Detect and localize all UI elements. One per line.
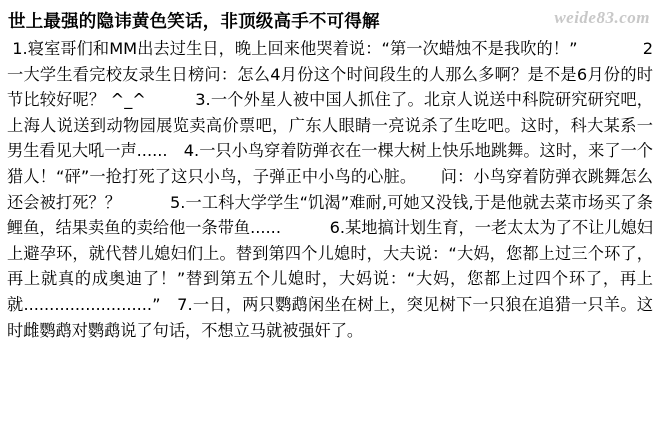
page-title: 世上最强的隐讳黄色笑话，非顶级高手不可得解 [8,12,380,32]
site-watermark: weide83.com [554,8,650,27]
article-body: 1.寝室哥们和MM出去过生日，晚上回来他哭着说：“第一次蜡烛不是我吹的！” 2 一大学生看完校友录生日榜问：怎么4月份这个时间段生的人那么多啊？是不是6月份的时节比较好呢？ ^_^ 3.一个外星人被中国人抓住了。北京人说送中科院研究研究吧，上海人说送到动物园展览卖高价票吧，广东人眼睛一亮说杀了生吃吧。这时，科大某系一男生看见大吼一声...... 4.一只小鸟穿着防弹衣在一棵大树上快乐地跳舞。这时，来了一个猎人！“砰”一抢打死了这只小鸟，子弹正中小鸟的心脏。 问：小鸟穿着防弹衣跳舞怎么还会被打死？？ 5.一工科大学学生“饥渴”难耐,可她又没钱,于是他就去菜市场买了条鲤鱼，结果卖鱼的卖给他一条带鱼...... 6.某地搞计划生育，一老太太为了不让儿媳妇上避孕环，就代替儿媳妇们上。替到第四个儿媳时，大夫说：“大妈，您都上过三个环了，再上就真的成奥迪了！”替到第五个儿媳时，大妈说：“大妈，您都上过四个环了，再上就.........................” 7.一日，两只鹦鹉闲坐在树上，突见树下一只狼在追猎一只羊。这时雌鹦鹉对鹦鹉说了句话，不想立马就被强奸了。 [7,39,659,340]
